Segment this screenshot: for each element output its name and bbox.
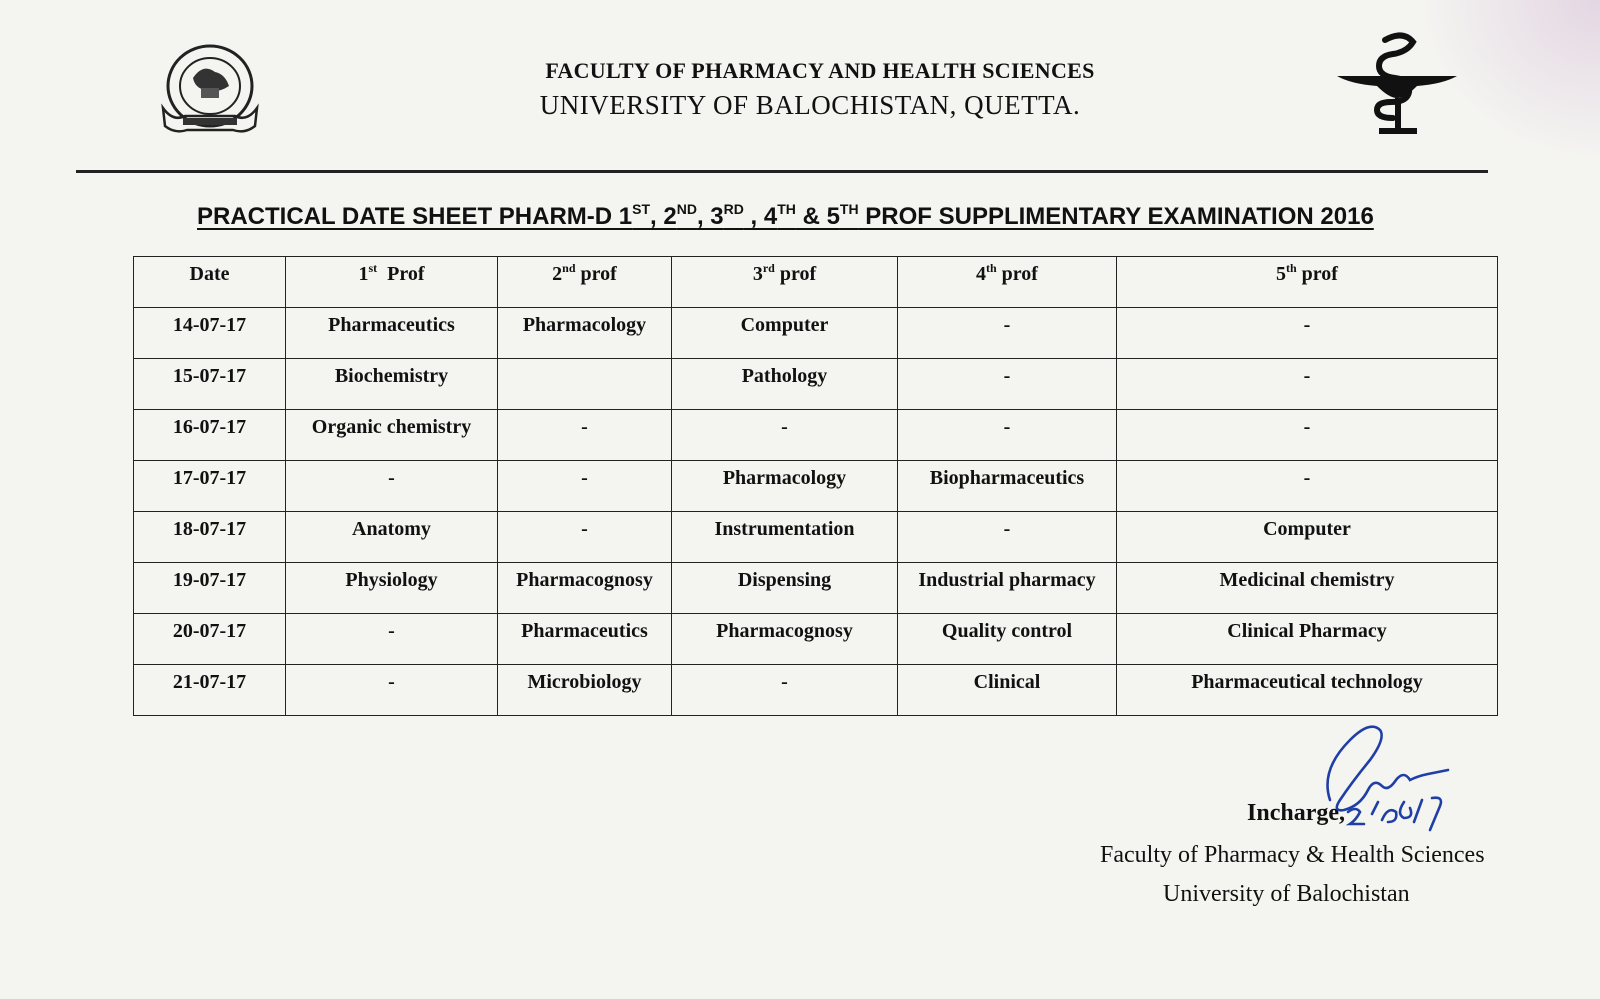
prof5-cell: - (1117, 461, 1498, 512)
prof1-cell: Organic chemistry (286, 410, 498, 461)
prof1-cell: - (286, 665, 498, 716)
prof5-cell: - (1117, 359, 1498, 410)
prof3-cell: Pharmacognosy (672, 614, 898, 665)
prof5-cell: Pharmaceutical technology (1117, 665, 1498, 716)
faculty-header: FACULTY OF PHARMACY AND HEALTH SCIENCES (545, 58, 1095, 83)
header-5th-prof: 5th prof (1117, 257, 1498, 308)
prof3-cell: Dispensing (672, 563, 898, 614)
prof4-cell: - (898, 512, 1117, 563)
signatory-university: University of Balochistan (1163, 881, 1410, 907)
table-row (134, 665, 1498, 716)
prof4-cell: - (898, 359, 1117, 410)
table-row (134, 461, 1498, 512)
header-1st-prof: 1st Prof (286, 257, 498, 308)
header-4th-prof: 4th prof (898, 257, 1117, 308)
prof3-cell: Pathology (672, 359, 898, 410)
prof2-cell: - (498, 461, 672, 512)
prof2-cell: Microbiology (498, 665, 672, 716)
prof3-cell: Pharmacology (672, 461, 898, 512)
bowl-of-hygieia-logo (1335, 28, 1460, 143)
prof4-cell: Industrial pharmacy (898, 563, 1117, 614)
header-divider (76, 170, 1488, 173)
prof2-cell (498, 359, 672, 410)
table-row (134, 563, 1498, 614)
table-row (134, 614, 1498, 665)
table-row (134, 359, 1498, 410)
date-cell: 20-07-17 (134, 614, 286, 665)
prof1-cell: - (286, 614, 498, 665)
prof1-cell: Pharmaceutics (286, 308, 498, 359)
date-cell: 15-07-17 (134, 359, 286, 410)
prof5-cell: - (1117, 308, 1498, 359)
prof1-cell: Biochemistry (286, 359, 498, 410)
prof5-cell: Medicinal chemistry (1117, 563, 1498, 614)
date-cell: 16-07-17 (134, 410, 286, 461)
table-row (134, 410, 1498, 461)
header-date: Date (134, 257, 286, 308)
prof4-cell: Biopharmaceutics (898, 461, 1117, 512)
table-row (134, 512, 1498, 563)
prof4-cell: Quality control (898, 614, 1117, 665)
date-cell: 17-07-17 (134, 461, 286, 512)
prof3-cell: - (672, 665, 898, 716)
prof3-cell: Computer (672, 308, 898, 359)
prof4-cell: Clinical (898, 665, 1117, 716)
prof2-cell: - (498, 410, 672, 461)
prof4-cell: - (898, 308, 1117, 359)
handwritten-signature (1300, 720, 1500, 850)
table-header-row (134, 257, 1498, 308)
prof3-cell: Instrumentation (672, 512, 898, 563)
date-cell: 18-07-17 (134, 512, 286, 563)
header-2nd-prof: 2nd prof (498, 257, 672, 308)
date-sheet-table (133, 256, 1498, 716)
document-title: PRACTICAL DATE SHEET PHARM-D 1ST, 2ND, 3RD , 4TH & 5TH PROF SUPPLIMENTARY EXAMINATION 2016 (197, 201, 1374, 230)
prof3-cell: - (672, 410, 898, 461)
prof5-cell: Clinical Pharmacy (1117, 614, 1498, 665)
signatory-faculty: Faculty of Pharmacy & Health Sciences (1100, 842, 1485, 868)
table-row (134, 308, 1498, 359)
date-cell: 21-07-17 (134, 665, 286, 716)
prof5-cell: - (1117, 410, 1498, 461)
date-cell: 14-07-17 (134, 308, 286, 359)
prof1-cell: - (286, 461, 498, 512)
university-header: UNIVERSITY OF BALOCHISTAN, QUETTA. (539, 90, 1081, 120)
prof4-cell: - (898, 410, 1117, 461)
incharge-label: Incharge, (1247, 800, 1345, 826)
prof5-cell: Computer (1117, 512, 1498, 563)
prof2-cell: Pharmacognosy (498, 563, 672, 614)
prof2-cell: - (498, 512, 672, 563)
date-cell: 19-07-17 (134, 563, 286, 614)
prof1-cell: Anatomy (286, 512, 498, 563)
prof2-cell: Pharmacology (498, 308, 672, 359)
prof1-cell: Physiology (286, 563, 498, 614)
header-3rd-prof: 3rd prof (672, 257, 898, 308)
prof2-cell: Pharmaceutics (498, 614, 672, 665)
